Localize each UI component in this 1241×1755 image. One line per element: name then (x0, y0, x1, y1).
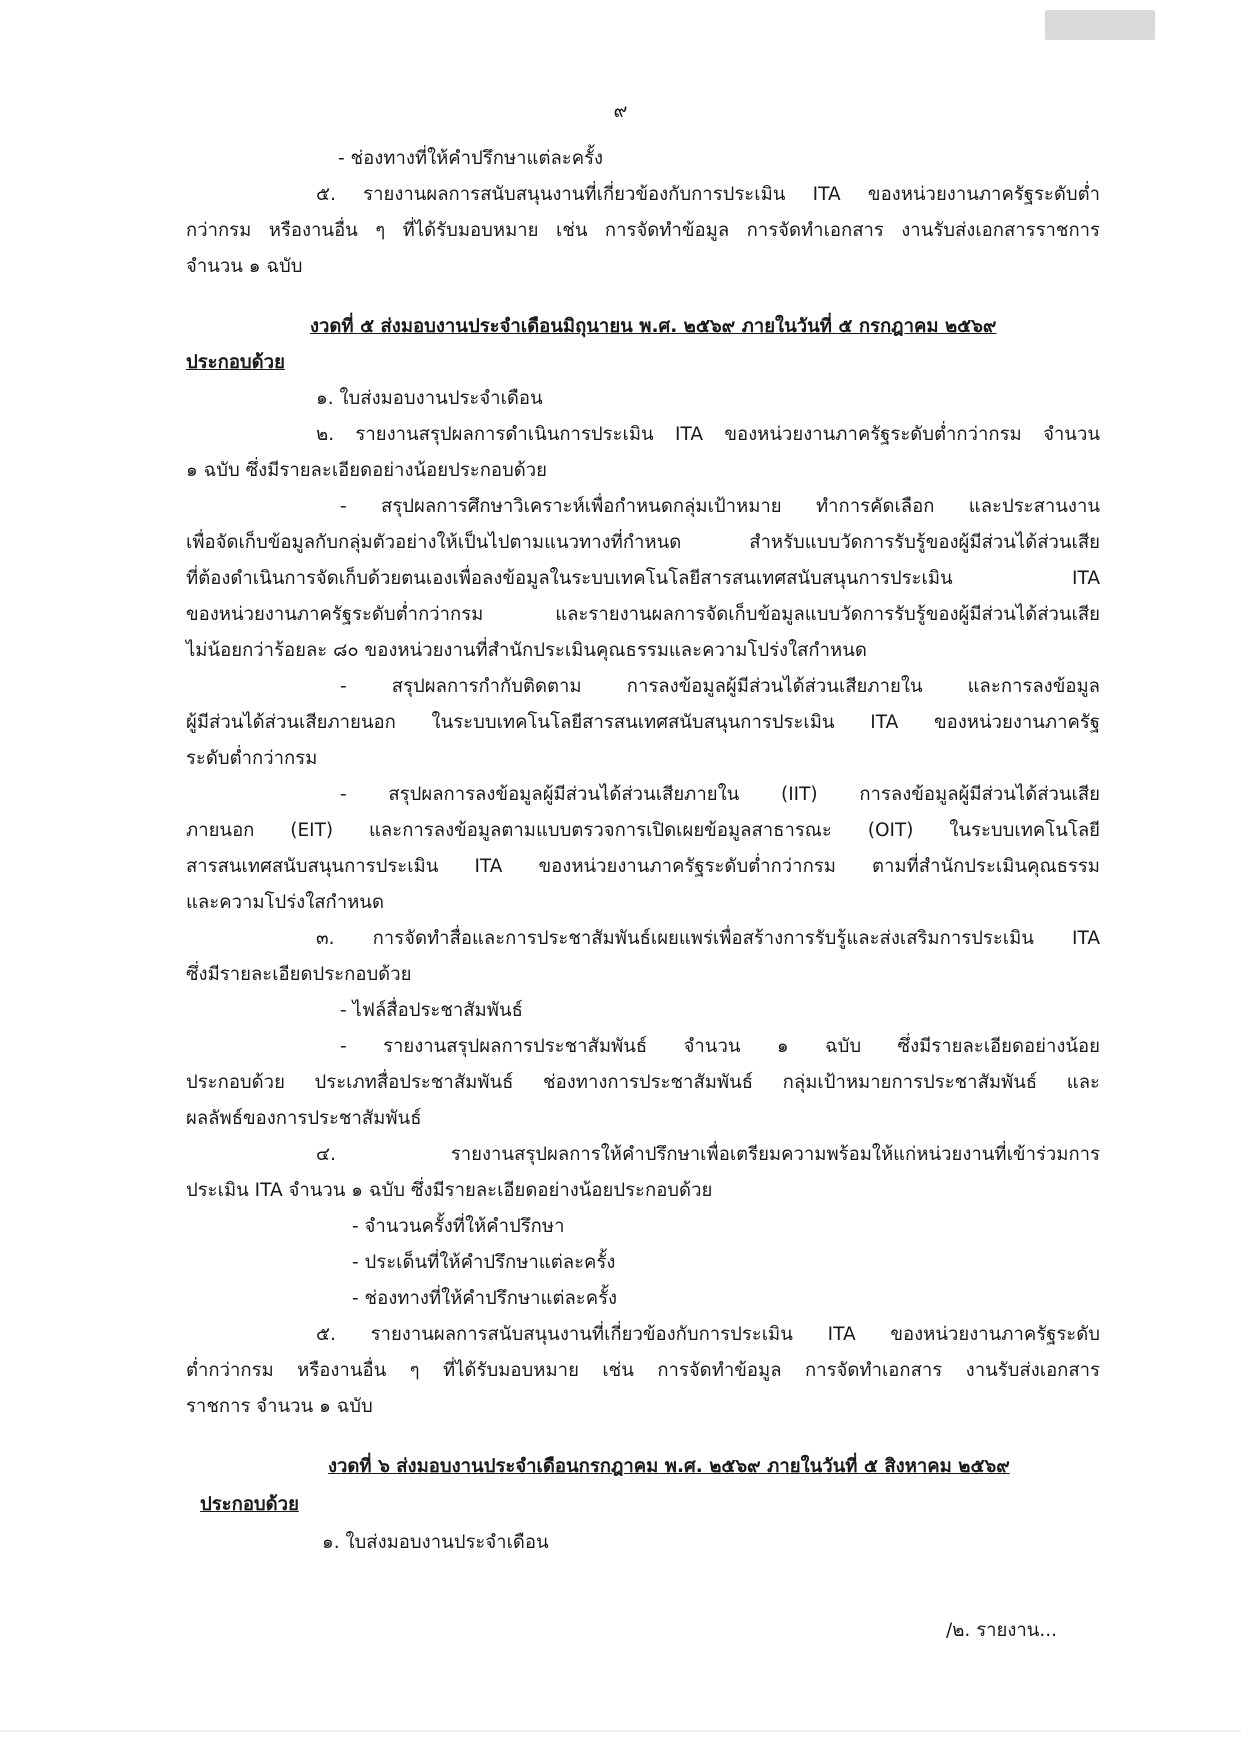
bullet-b-line-1: - สรุปผลการกำกับติดตาม การลงข้อมูลผู้มีส่วนได้ส่วนเสียภายใน และการลงข้อมูล (340, 676, 1100, 697)
bullet-c-line-1: - สรุปผลการลงข้อมูลผู้มีส่วนได้ส่วนเสียภายใน (IIT) การลงข้อมูลผู้มีส่วนได้ส่วนเสีย (340, 784, 1100, 805)
bullet-b-line-3: ระดับต่ำกว่ากรม (186, 748, 318, 769)
installment5-item5-line-3: ราชการ จำนวน ๑ ฉบับ (186, 1396, 373, 1417)
bullet-e-line-3: ผลลัพธ์ของการประชาสัมพันธ์ (186, 1108, 422, 1129)
item4-bullet-topics: - ประเด็นที่ให้คำปรึกษาแต่ละครั้ง (352, 1252, 616, 1273)
page-number: ๙ (613, 100, 628, 122)
item4-bullet-count: - จำนวนครั้งที่ให้คำปรึกษา (352, 1216, 565, 1237)
installment5-consists-of: ประกอบด้วย (186, 352, 285, 373)
prev-item5-line-3: จำนวน ๑ ฉบับ (186, 256, 303, 277)
installment5-item1: ๑. ใบส่งมอบงานประจำเดือน (316, 388, 543, 409)
installment5-item2-line-1: ๒. รายงานสรุปผลการดำเนินการประเมิน ITA ของหน่วยงานภาครัฐระดับต่ำกว่ากรม จำนวน (316, 424, 1100, 445)
installment6-item1: ๑. ใบส่งมอบงานประจำเดือน (322, 1532, 549, 1553)
installment5-item5-line-1: ๕. รายงานผลการสนับสนุนงานที่เกี่ยวข้องกับการประเมิน ITA ของหน่วยงานภาครัฐระดับ (316, 1324, 1100, 1345)
bullet-a-line-2: เพื่อจัดเก็บข้อมูลกับกลุ่มตัวอย่างให้เป็นไปตามแนวทางที่กำหนด สำหรับแบบวัดการรับรู้ของผู้มีส่วนได้ส่วนเสีย (186, 532, 1100, 553)
footer-continuation: /๒. รายงาน... (946, 1620, 1058, 1641)
prev-item5-line-1: ๕. รายงานผลการสนับสนุนงานที่เกี่ยวข้องกับการประเมิน ITA ของหน่วยงานภาครัฐระดับต่ำ (316, 184, 1100, 205)
bullet-d: - ไฟล์สื่อประชาสัมพันธ์ (340, 1000, 523, 1021)
bullet-a-line-1: - สรุปผลการศึกษาวิเคราะห์เพื่อกำหนดกลุ่มเป้าหมาย ทำการคัดเลือก และประสานงาน (340, 496, 1100, 517)
installment5-item2-line-2: ๑ ฉบับ ซึ่งมีรายละเอียดอย่างน้อยประกอบด้วย (186, 460, 547, 481)
bullet-a-line-5: ไม่น้อยกว่าร้อยละ ๘๐ ของหน่วยงานที่สำนักประเมินคุณธรรมและความโปร่งใสกำหนด (186, 640, 867, 661)
bullet-e-line-2: ประกอบด้วย ประเภทสื่อประชาสัมพันธ์ ช่องทางการประชาสัมพันธ์ กลุ่มเป้าหมายการประชาสัมพันธ์ และ (186, 1072, 1100, 1093)
bullet-c-line-4: และความโปร่งใสกำหนด (186, 892, 384, 913)
installment5-item3-line-1: ๓. การจัดทำสื่อและการประชาสัมพันธ์เผยแพร่เพื่อสร้างการรับรู้และส่งเสริมการประเมิน ITA (316, 928, 1100, 949)
bullet-e-line-1: - รายงานสรุปผลการประชาสัมพันธ์ จำนวน ๑ ฉบับ ซึ่งมีรายละเอียดอย่างน้อย (340, 1036, 1100, 1057)
bullet-c-line-3: สารสนเทศสนับสนุนการประเมิน ITA ของหน่วยงานภาครัฐระดับต่ำกว่ากรม ตามที่สำนักประเมินคุณธรรม (186, 856, 1100, 877)
installment5-heading: งวดที่ ๕ ส่งมอบงานประจำเดือนมิถุนายน พ.ศ. ๒๕๖๙ ภายในวันที่ ๕ กรกฎาคม ๒๕๖๙ (310, 316, 997, 337)
installment5-item4-line-2: ประเมิน ITA จำนวน ๑ ฉบับ ซึ่งมีรายละเอียดอย่างน้อยประกอบด้วย (186, 1180, 713, 1201)
bottom-edge-line (0, 1730, 1241, 1732)
bullet-a-line-4: ของหน่วยงานภาครัฐระดับต่ำกว่ากรม และรายงานผลการจัดเก็บข้อมูลแบบวัดการรับรู้ของผู้มีส่วนได้ส่วนเสีย (186, 604, 1100, 625)
installment5-item5-line-2: ต่ำกว่ากรม หรืองานอื่น ๆ ที่ได้รับมอบหมาย เช่น การจัดทำข้อมูล การจัดทำเอกสาร งานรับส่งเอกสาร (186, 1360, 1100, 1381)
prev-item5-line-2: กว่ากรม หรืองานอื่น ๆ ที่ได้รับมอบหมาย เช่น การจัดทำข้อมูล การจัดทำเอกสาร งานรับส่งเอกสารราชการ (186, 220, 1100, 241)
bullet-b-line-2: ผู้มีส่วนได้ส่วนเสียภายนอก ในระบบเทคโนโลยีสารสนเทศสนับสนุนการประเมิน ITA ของหน่วยงานภาครัฐ (186, 712, 1100, 733)
installment6-heading: งวดที่ ๖ ส่งมอบงานประจำเดือนกรกฎาคม พ.ศ. ๒๕๖๙ ภายในวันที่ ๕ สิงหาคม ๒๕๖๙ (328, 1456, 1010, 1477)
bullet-channel: - ช่องทางที่ให้คำปรึกษาแต่ละครั้ง (338, 148, 604, 169)
installment6-consists-of: ประกอบด้วย (200, 1494, 299, 1515)
item4-bullet-channels: - ช่องทางที่ให้คำปรึกษาแต่ละครั้ง (352, 1288, 618, 1309)
scan-artifact-mark (1045, 10, 1155, 40)
installment5-item4-line-1: ๔. รายงานสรุปผลการให้คำปรึกษาเพื่อเตรียมความพร้อมให้แก่หน่วยงานที่เข้าร่วมการ (316, 1144, 1100, 1165)
bullet-a-line-3: ที่ต้องดำเนินการจัดเก็บด้วยตนเองเพื่อลงข้อมูลในระบบเทคโนโลยีสารสนเทศสนับสนุนการประเมิน ITA (186, 568, 1100, 589)
installment5-item3-line-2: ซึ่งมีรายละเอียดประกอบด้วย (186, 964, 412, 985)
bullet-c-line-2: ภายนอก (EIT) และการลงข้อมูลตามแบบตรวจการเปิดเผยข้อมูลสาธารณะ (OIT) ในระบบเทคโนโลยี (186, 820, 1100, 841)
